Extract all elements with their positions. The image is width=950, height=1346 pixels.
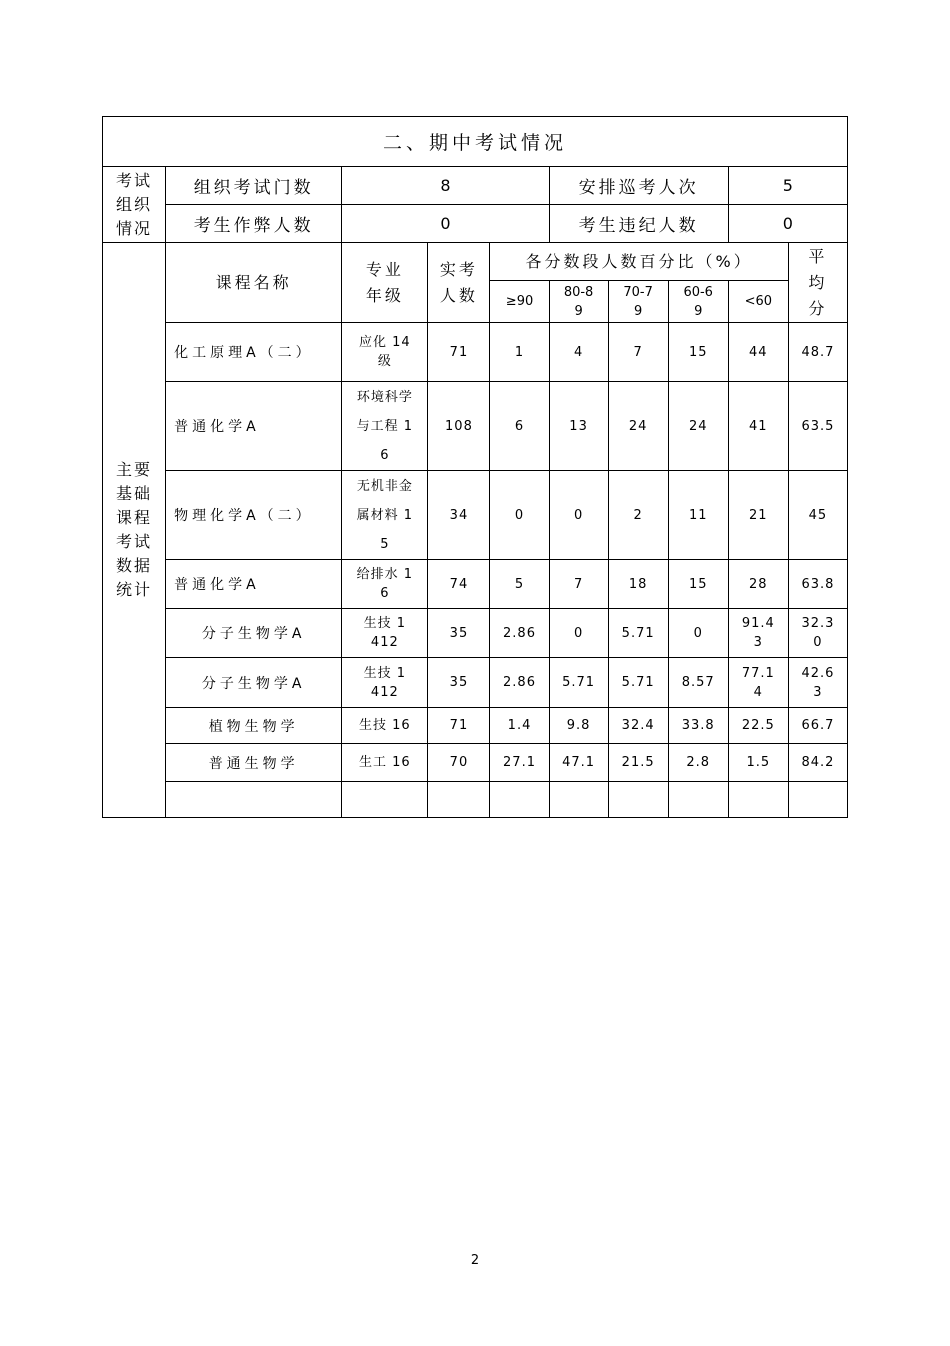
empty-cell — [490, 782, 549, 818]
table-row — [103, 382, 848, 471]
header-course: 课程名称 — [166, 243, 342, 323]
pct-80: 13 — [549, 382, 608, 471]
empty-cell — [608, 782, 668, 818]
empty-cell — [428, 782, 490, 818]
exam-count: 108 — [428, 382, 490, 471]
average: 48.7 — [788, 323, 847, 382]
empty-table-row — [103, 782, 848, 818]
pct-70: 7 — [608, 323, 668, 382]
course-name: 普通生物学 — [166, 744, 342, 782]
page-number: 2 — [470, 1253, 480, 1268]
pct-60: 11 — [668, 471, 728, 560]
empty-cell — [728, 782, 788, 818]
average: 63.5 — [788, 382, 847, 471]
patrol-label: 安排巡考人次 — [549, 167, 728, 205]
violation-label: 考生违纪人数 — [549, 205, 728, 243]
course-name: 物理化学A（二） — [166, 471, 342, 560]
pct-60: 2.8 — [668, 744, 728, 782]
empty-cell — [342, 782, 428, 818]
pct-90: 6 — [490, 382, 549, 471]
pct-90: 0 — [490, 471, 549, 560]
pct-70: 2 — [608, 471, 668, 560]
exam-count: 70 — [428, 744, 490, 782]
course-name: 普通化学A — [166, 382, 342, 471]
org-side-label: 考试组织情况 — [103, 167, 166, 243]
stats-side-label: 主要基础课程考试数据统计 — [103, 243, 166, 818]
table-row — [103, 471, 848, 560]
band-80-header: 80-89 — [549, 281, 608, 323]
pct-90: 2.86 — [490, 658, 549, 708]
major-grade: 应化 14级 — [342, 323, 428, 382]
band-90-header: ≥90 — [490, 281, 549, 323]
pct-below-60: 21 — [728, 471, 788, 560]
band-70-header: 70-79 — [608, 281, 668, 323]
empty-cell — [166, 782, 342, 818]
exam-count: 71 — [428, 708, 490, 744]
pct-90: 1.4 — [490, 708, 549, 744]
exam-count-value: 8 — [342, 167, 549, 205]
pct-below-60: 1.5 — [728, 744, 788, 782]
pct-below-60: 28 — [728, 560, 788, 609]
pct-90: 2.86 — [490, 609, 549, 658]
major-grade: 给排水 16 — [342, 560, 428, 609]
pct-70: 32.4 — [608, 708, 668, 744]
table-row — [103, 744, 848, 782]
exam-count: 71 — [428, 323, 490, 382]
pct-80: 9.8 — [549, 708, 608, 744]
major-grade: 环境科学与工程 16 — [342, 382, 428, 471]
pct-70: 24 — [608, 382, 668, 471]
pct-80: 4 — [549, 323, 608, 382]
pct-90: 1 — [490, 323, 549, 382]
exam-count: 74 — [428, 560, 490, 609]
pct-below-60: 44 — [728, 323, 788, 382]
pct-70: 21.5 — [608, 744, 668, 782]
pct-70: 5.71 — [608, 609, 668, 658]
table-row — [103, 323, 848, 382]
pct-60: 8.57 — [668, 658, 728, 708]
major-grade: 生技 1412 — [342, 658, 428, 708]
average: 66.7 — [788, 708, 847, 744]
band-below-60-header: <60 — [728, 281, 788, 323]
course-name: 分子生物学A — [166, 658, 342, 708]
pct-below-60: 22.5 — [728, 708, 788, 744]
pct-60: 24 — [668, 382, 728, 471]
major-grade: 生技 1412 — [342, 609, 428, 658]
major-grade: 生技 16 — [342, 708, 428, 744]
pct-60: 15 — [668, 560, 728, 609]
pct-70: 18 — [608, 560, 668, 609]
pct-80: 0 — [549, 471, 608, 560]
exam-table — [102, 116, 848, 818]
exam-count: 35 — [428, 658, 490, 708]
course-name: 化工原理A（二） — [166, 323, 342, 382]
exam-count-label: 组织考试门数 — [166, 167, 342, 205]
major-grade: 生工 16 — [342, 744, 428, 782]
header-percent: 各分数段人数百分比（%） — [490, 243, 788, 281]
section-title: 二、期中考试情况 — [103, 117, 848, 167]
pct-80: 7 — [549, 560, 608, 609]
table-row — [103, 708, 848, 744]
pct-90: 5 — [490, 560, 549, 609]
major-grade: 无机非金属材料 15 — [342, 471, 428, 560]
band-60-header: 60-69 — [668, 281, 728, 323]
pct-60: 33.8 — [668, 708, 728, 744]
course-name: 普通化学A — [166, 560, 342, 609]
table-row — [103, 609, 848, 658]
exam-count: 35 — [428, 609, 490, 658]
average: 45 — [788, 471, 847, 560]
pct-80: 0 — [549, 609, 608, 658]
pct-90: 27.1 — [490, 744, 549, 782]
table-row — [103, 658, 848, 708]
average: 63.8 — [788, 560, 847, 609]
average: 84.2 — [788, 744, 847, 782]
table-row — [103, 560, 848, 609]
course-name: 植物生物学 — [166, 708, 342, 744]
pct-60: 15 — [668, 323, 728, 382]
header-major: 专业年级 — [342, 243, 428, 323]
average: 42.63 — [788, 658, 847, 708]
violation-value: 0 — [728, 205, 847, 243]
pct-below-60: 41 — [728, 382, 788, 471]
cheat-count-label: 考生作弊人数 — [166, 205, 342, 243]
pct-60: 0 — [668, 609, 728, 658]
empty-cell — [549, 782, 608, 818]
cheat-count-value: 0 — [342, 205, 549, 243]
pct-80: 47.1 — [549, 744, 608, 782]
pct-below-60: 77.14 — [728, 658, 788, 708]
pct-80: 5.71 — [549, 658, 608, 708]
course-name: 分子生物学A — [166, 609, 342, 658]
pct-70: 5.71 — [608, 658, 668, 708]
average: 32.30 — [788, 609, 847, 658]
pct-below-60: 91.43 — [728, 609, 788, 658]
empty-cell — [668, 782, 728, 818]
header-count: 实考人数 — [428, 243, 490, 323]
patrol-value: 5 — [728, 167, 847, 205]
empty-cell — [788, 782, 847, 818]
exam-count: 34 — [428, 471, 490, 560]
header-average: 平均分 — [788, 243, 847, 323]
